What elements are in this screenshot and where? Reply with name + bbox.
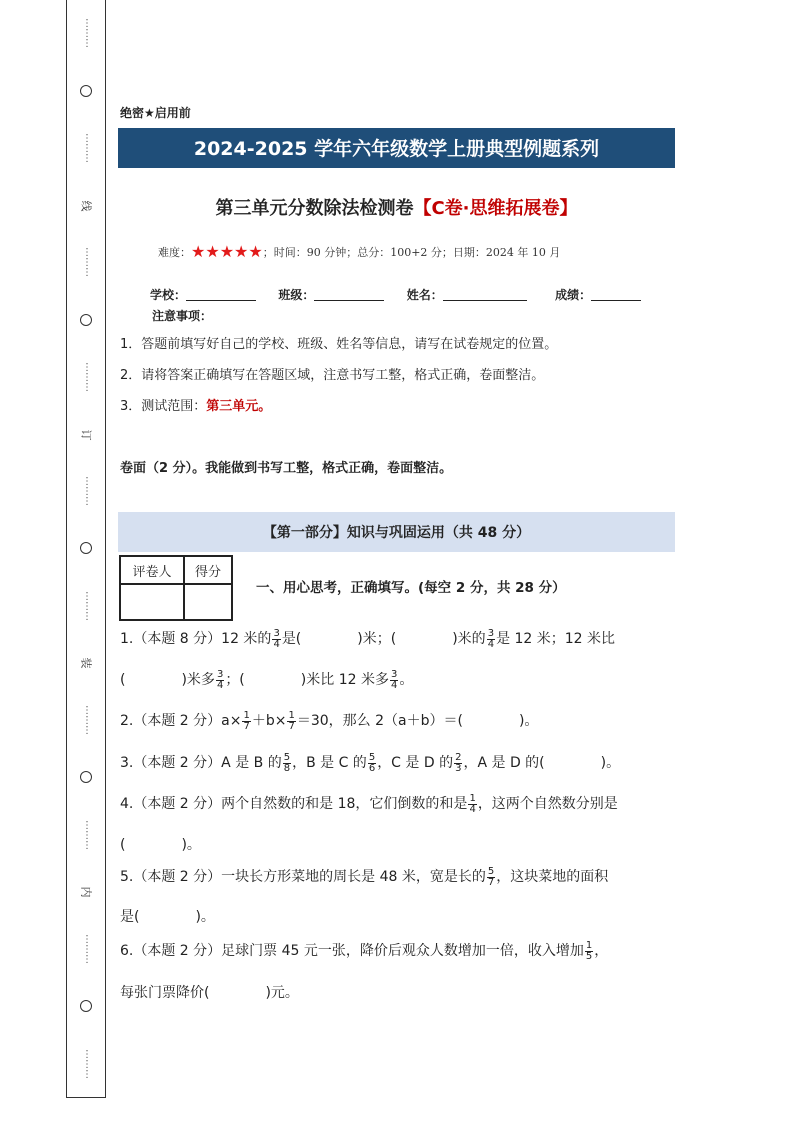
confidential-label: 绝密★启用前 — [120, 106, 191, 120]
grader-cell[interactable] — [120, 584, 184, 620]
binding-circle — [80, 1000, 92, 1012]
grader-header: 评卷人 — [120, 556, 184, 584]
score-label: 成绩： — [555, 288, 592, 302]
binding-margin — [66, 0, 106, 1098]
question-2 — [120, 710, 676, 732]
q4-text: ，这两个自然数分别是 — [477, 796, 618, 812]
denominator: 7 — [487, 876, 495, 888]
student-info-row — [150, 286, 675, 303]
fraction-5-8 — [283, 753, 291, 774]
denominator: 4 — [390, 679, 398, 691]
q3-text: )。 — [600, 755, 621, 771]
question-3 — [120, 752, 676, 774]
q6-text: ， — [594, 943, 609, 959]
binding-char-nei: 内 — [80, 885, 92, 899]
binding-column — [67, 0, 105, 1097]
question-4-line-2 — [120, 834, 676, 854]
note-3-prefix: 3．测试范围： — [120, 399, 207, 414]
q4-text: )。 — [181, 837, 201, 853]
q2-text: ＝30，那么 2（a＋b）＝( — [296, 713, 463, 729]
numerator: 1 — [469, 792, 476, 804]
grading-table — [119, 555, 233, 621]
numerator: 3 — [216, 668, 224, 680]
numerator: 1 — [585, 939, 593, 951]
q1-text: 。 — [399, 672, 414, 688]
q1-text: )米的 — [452, 631, 486, 647]
fraction-3-4 — [487, 629, 495, 650]
denominator: 6 — [368, 762, 376, 774]
q1-text: 1.（本题 8 分）12 米的 — [120, 631, 272, 647]
dotted-line: ⋯⋯⋯ — [81, 18, 92, 49]
dotted-line: ⋯⋯⋯ — [81, 1048, 92, 1079]
denominator: 7 — [243, 720, 250, 732]
q1-text: 是( — [281, 631, 302, 647]
school-field[interactable] — [186, 288, 256, 301]
exam-title-accent: 【C卷·思维拓展卷】 — [413, 198, 578, 219]
question-1-line-1 — [120, 628, 676, 650]
q5-text: )。 — [195, 909, 215, 925]
q6-text: 6.（本题 2 分）足球门票 45 元一张，降价后观众人数增加一倍，收入增加 — [120, 943, 584, 959]
fraction-5-7 — [487, 867, 495, 888]
binding-circle — [80, 542, 92, 554]
exam-title — [118, 194, 675, 220]
numerator: 5 — [487, 865, 495, 877]
q3-text: ，B 是 C 的 — [292, 755, 367, 771]
q2-text: )。 — [518, 713, 539, 729]
score-cell[interactable] — [184, 584, 232, 620]
dotted-line: ⋯⋯⋯ — [81, 133, 92, 164]
numerator: 1 — [288, 709, 295, 721]
fraction-1-7 — [287, 711, 295, 732]
q2-text: 2.（本题 2 分）a× — [120, 713, 242, 729]
binding-char-ding: 订 — [80, 427, 92, 441]
dotted-line: ⋯⋯⋯ — [81, 475, 92, 506]
fraction-1-7 — [242, 711, 250, 732]
class-field[interactable] — [314, 288, 384, 301]
q1-text: ；( — [225, 672, 245, 688]
dotted-line: ⋯⋯⋯ — [81, 704, 92, 735]
dotted-line: ⋯⋯⋯ — [81, 247, 92, 278]
note-3 — [120, 395, 271, 414]
part1-title-bar: 【第一部分】知识与巩固运用（共 48 分） — [118, 512, 675, 552]
q5-text: 5.（本题 2 分）一块长方形菜地的周长是 48 米，宽是长的 — [120, 869, 486, 885]
denominator: 8 — [283, 762, 291, 774]
fraction-3-4 — [390, 670, 398, 691]
series-title-bar: 2024-2025 学年六年级数学上册典型例题系列 — [118, 128, 675, 168]
binding-circle — [80, 85, 92, 97]
numerator: 3 — [273, 627, 280, 639]
exam-title-main: 第三单元分数除法检测卷 — [215, 198, 414, 219]
binding-char-zhuang: 装 — [80, 656, 92, 670]
q1-text: 是 12 米；12 米比 — [496, 631, 616, 647]
numerator: 2 — [455, 751, 462, 763]
difficulty-label: 难度： — [158, 246, 191, 259]
name-field[interactable] — [443, 288, 527, 301]
name-label: 姓名： — [406, 288, 443, 302]
q1-text: )米多 — [181, 672, 215, 688]
q5-text: ，这块菜地的面积 — [496, 869, 609, 885]
question-4-line-1 — [120, 793, 676, 815]
question-6-line-1 — [120, 940, 676, 962]
note-2: 2．请将答案正确填写在答题区域，注意书写工整，格式正确，卷面整洁。 — [120, 368, 545, 383]
neatness-note: 卷面（2 分）。我能做到书写工整，格式正确，卷面整洁。 — [120, 461, 453, 476]
q6-text: 每张门票降价( — [120, 985, 210, 1001]
notes-title: 注意事项： — [152, 309, 213, 323]
dotted-line: ⋯⋯⋯ — [81, 362, 92, 393]
q4-text: ( — [120, 837, 126, 853]
denominator: 7 — [288, 720, 295, 732]
numerator: 5 — [283, 751, 291, 763]
q3-text: 3.（本题 2 分）A 是 B 的 — [120, 755, 282, 771]
section-1-heading: 一、用心思考，正确填写。(每空 2 分，共 28 分） — [256, 580, 566, 596]
q3-text: ，C 是 D 的 — [377, 755, 454, 771]
denominator: 5 — [585, 950, 593, 962]
q4-text: 4.（本题 2 分）两个自然数的和是 18，它们倒数的和是 — [120, 796, 468, 812]
q1-text: )米；( — [357, 631, 397, 647]
question-6-line-2 — [120, 982, 676, 1002]
denominator: 4 — [469, 803, 476, 815]
fraction-5-6 — [368, 753, 376, 774]
q2-text: ＋b× — [251, 713, 287, 729]
dotted-line: ⋯⋯⋯ — [81, 819, 92, 850]
numerator: 5 — [368, 751, 376, 763]
binding-circle — [80, 771, 92, 783]
note-1: 1．答题前填写好自己的学校、班级、姓名等信息，请写在试卷规定的位置。 — [120, 337, 558, 352]
q6-text: )元。 — [265, 985, 299, 1001]
numerator: 3 — [487, 627, 495, 639]
fraction-1-5 — [585, 941, 593, 962]
score-field[interactable] — [591, 288, 641, 301]
class-label: 班级： — [278, 288, 315, 302]
denominator: 3 — [455, 762, 462, 774]
fraction-3-4 — [216, 670, 224, 691]
question-5-line-1 — [120, 866, 676, 888]
question-1-line-2 — [120, 669, 676, 691]
difficulty-stars-icon: ★★★★★ — [191, 242, 263, 261]
note-3-scope: 第三单元。 — [206, 399, 272, 414]
dotted-line: ⋯⋯⋯ — [81, 590, 92, 621]
exam-meta — [158, 242, 560, 261]
question-5-line-2 — [120, 906, 676, 926]
q3-text: ，A 是 D 的( — [463, 755, 545, 771]
q1-text: )米比 12 米多 — [300, 672, 389, 688]
binding-char-xian: 线 — [80, 198, 92, 212]
school-label: 学校： — [150, 288, 187, 302]
exam-meta-rest: ；时间：90 分钟；总分：100+2 分；日期：2024 年 10 月 — [262, 246, 561, 259]
numerator: 1 — [243, 709, 250, 721]
binding-circle — [80, 314, 92, 326]
denominator: 4 — [487, 638, 495, 650]
fraction-3-4 — [272, 629, 280, 650]
fraction-1-4 — [468, 794, 476, 815]
dotted-line: ⋯⋯⋯ — [81, 933, 92, 964]
denominator: 4 — [273, 638, 280, 650]
score-header: 得分 — [184, 556, 232, 584]
q1-text: ( — [120, 672, 126, 688]
denominator: 4 — [216, 679, 224, 691]
q5-text: 是( — [120, 909, 140, 925]
fraction-2-3 — [454, 753, 462, 774]
numerator: 3 — [390, 668, 398, 680]
